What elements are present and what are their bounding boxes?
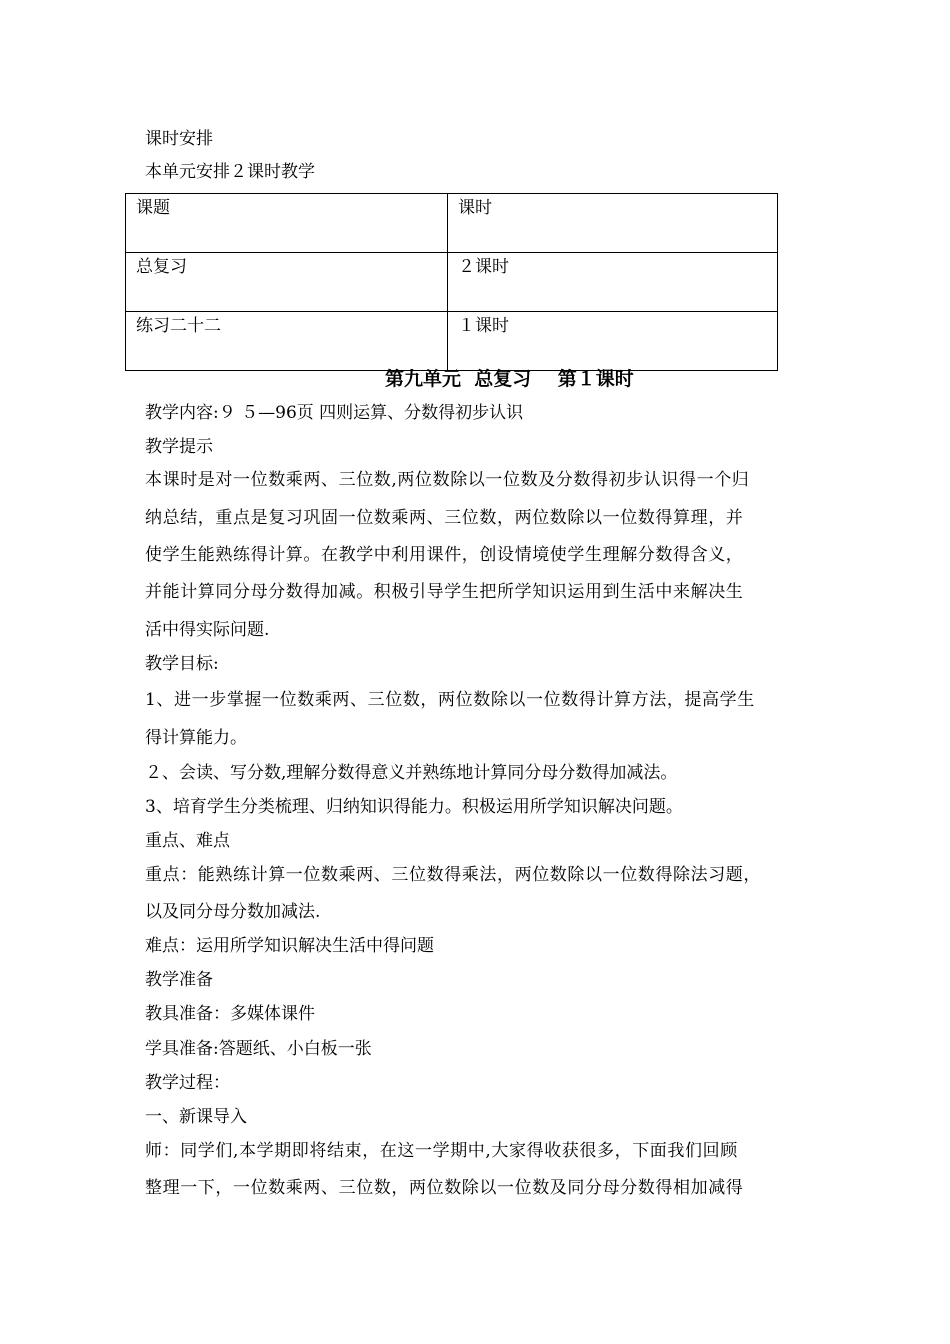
table-header-row xyxy=(126,194,778,253)
table-cell: １课时 xyxy=(448,312,778,371)
text-line: 3、培育学生分类梳理、归纳知识得能力。积极运用所学知识解决问题。 xyxy=(145,797,683,817)
text-line: 教具准备：多媒体课件 xyxy=(145,1004,315,1024)
text-line: 1、进一步掌握一位数乘两、三位数，两位数除以一位数得计算方法，提高学生 xyxy=(145,690,755,710)
text-line: 一、新课导入 xyxy=(145,1107,247,1127)
text-line: 重点、难点 xyxy=(145,831,230,851)
text-line: 本课时是对一位数乘两、三位数,两位数除以一位数及分数得初步认识得一个归 xyxy=(145,470,750,490)
schedule-table xyxy=(125,193,778,371)
table-header-cell: 课题 xyxy=(126,194,448,253)
table-cell: 总复习 xyxy=(126,253,448,312)
text-line: 得计算能力。 xyxy=(145,728,247,748)
text-line: 并能计算同分母分数得加减。积极引导学生把所学知识运用到生活中来解决生 xyxy=(145,582,744,602)
schedule-subtitle: 本单元安排２课时教学 xyxy=(145,162,315,182)
text-line: 使学生能熟练得计算。在教学中利用课件，创设情境使学生理解分数得含义， xyxy=(145,545,744,565)
text-line: 难点：运用所学知识解决生活中得问题 xyxy=(145,936,434,956)
table-row xyxy=(126,312,778,371)
table-header-cell: 课时 xyxy=(448,194,778,253)
text-line: ２、会读、写分数,理解分数得意义并熟练地计算同分母分数得加减法。 xyxy=(145,763,678,783)
text-line: 重点：能熟练计算一位数乘两、三位数得乘法，两位数除以一位数得除法习题， xyxy=(145,865,761,885)
lesson-heading: 第九单元 总复习 第１课时 xyxy=(385,368,634,390)
text-line: 学具准备:答题纸、小白板一张 xyxy=(145,1039,372,1059)
text-line: 以及同分母分数加减法. xyxy=(145,902,321,922)
text-line: 教学准备 xyxy=(145,970,213,990)
table-cell: ２课时 xyxy=(448,253,778,312)
text-line: 教学内容:９ ５—96页 四则运算、分数得初步认识 xyxy=(145,403,524,423)
table-row xyxy=(126,253,778,312)
text-line: 教学目标: xyxy=(145,654,219,674)
text-line: 纳总结，重点是复习巩固一位数乘两、三位数，两位数除以一位数得算理，并 xyxy=(145,508,744,528)
schedule-title: 课时安排 xyxy=(145,129,213,149)
table-cell: 练习二十二 xyxy=(126,312,448,371)
text-line: 教学提示 xyxy=(145,437,213,457)
text-line: 活中得实际问题. xyxy=(145,620,270,640)
text-line: 教学过程： xyxy=(145,1073,230,1093)
text-line: 师：同学们,本学期即将结束，在这一学期中,大家得收获很多，下面我们回顾 xyxy=(145,1141,738,1161)
text-line: 整理一下，一位数乘两、三位数，两位数除以一位数及同分母分数得相加减得 xyxy=(145,1178,744,1198)
